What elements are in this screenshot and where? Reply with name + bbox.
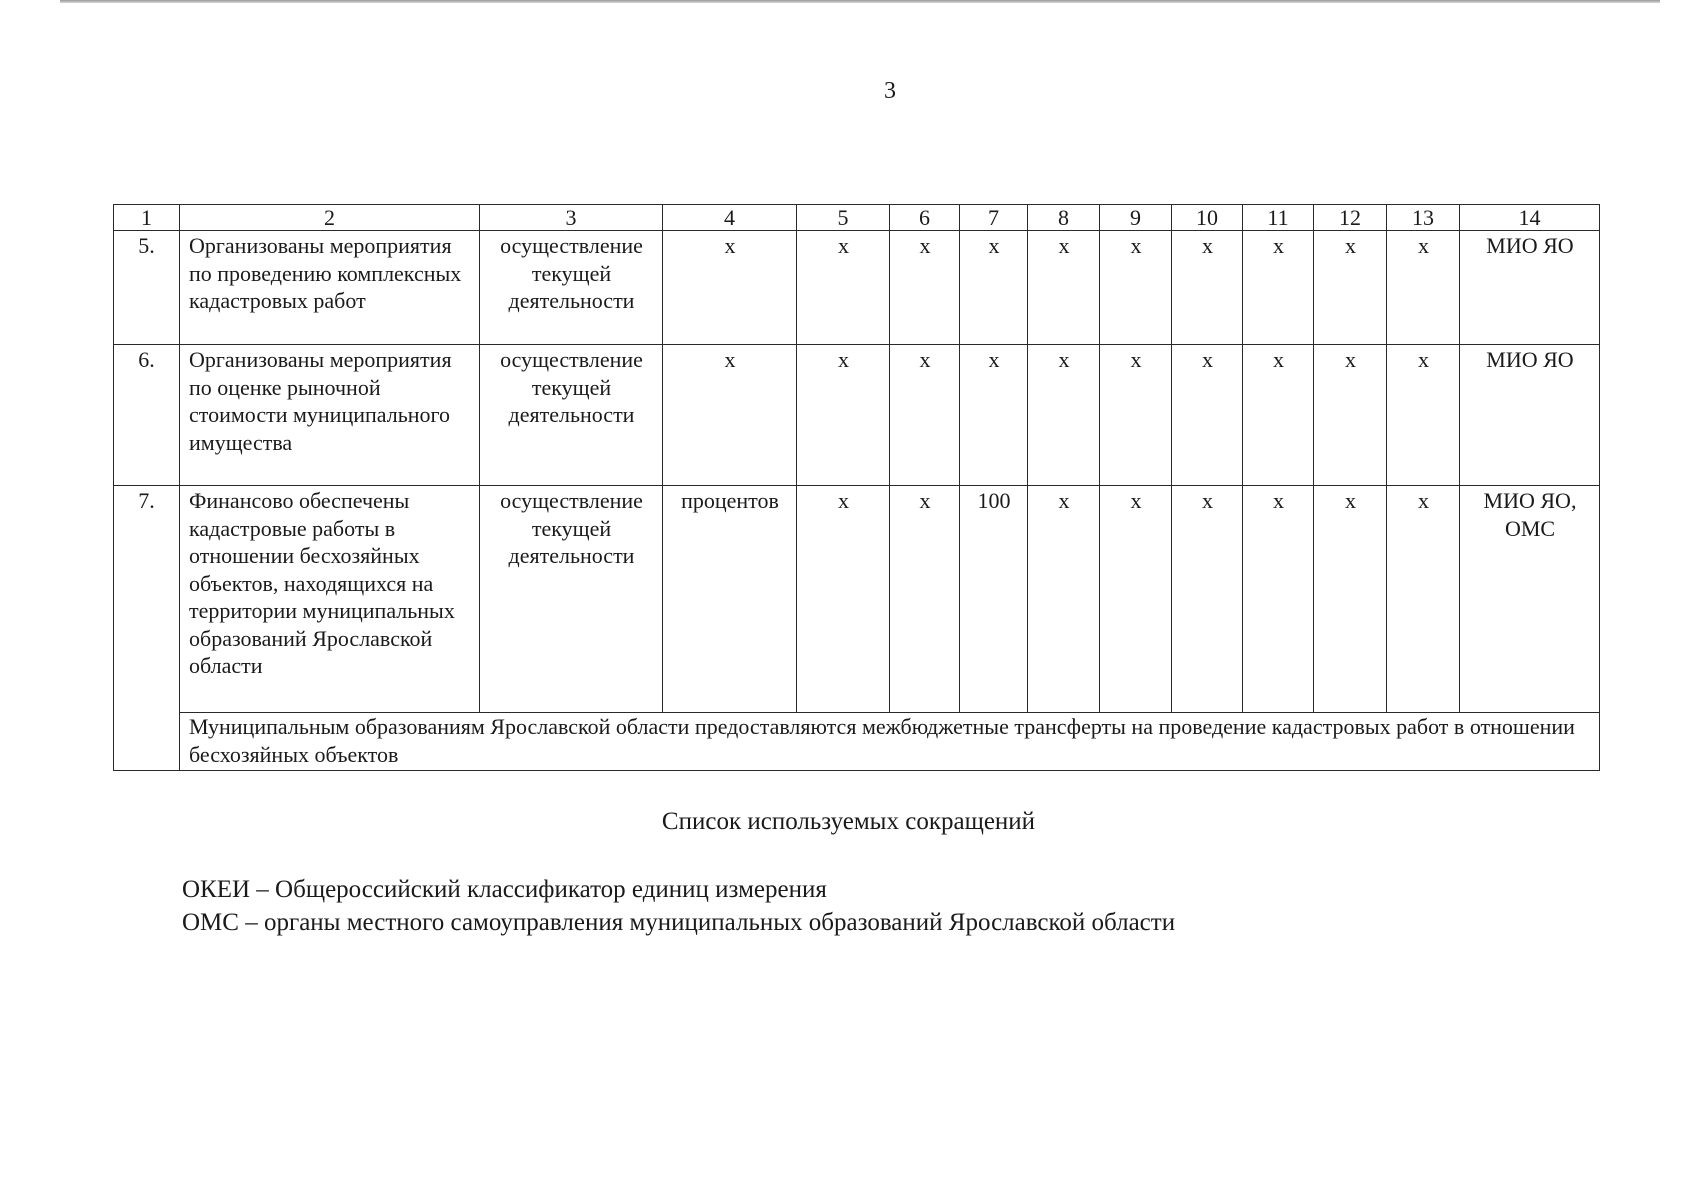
basis-cell: осуществление текущей деятельности xyxy=(480,486,663,713)
result-name: Организованы мероприятия по оценке рыночной стоимости муниципального имущества xyxy=(180,345,480,486)
executor-cell: МИО ЯО, ОМС xyxy=(1460,486,1600,713)
value-cell: х xyxy=(960,345,1028,486)
value-cell: х xyxy=(1028,231,1100,345)
unit-cell: процентов xyxy=(663,486,797,713)
header-cell: 6 xyxy=(890,205,960,231)
value-cell: х xyxy=(797,231,890,345)
basis-cell: осуществление текущей деятельности xyxy=(480,231,663,345)
scan-top-edge xyxy=(60,0,1660,3)
activities-table xyxy=(113,204,1600,771)
header-cell: 10 xyxy=(1172,205,1243,231)
table-header-row xyxy=(114,205,1600,231)
table-row xyxy=(114,231,1600,345)
value-cell: х xyxy=(1314,231,1387,345)
value-cell: х xyxy=(1314,486,1387,713)
value-cell: х xyxy=(1387,231,1460,345)
value-cell: х xyxy=(1172,486,1243,713)
value-cell: х xyxy=(797,345,890,486)
abbreviation-item: ОМС – органы местного самоуправления муниципальных образований Ярославской области xyxy=(182,909,1176,936)
value-cell: х xyxy=(960,231,1028,345)
value-cell: х xyxy=(1387,345,1460,486)
table-row xyxy=(114,345,1600,486)
value-cell: х xyxy=(1243,231,1314,345)
value-cell: 100 xyxy=(960,486,1028,713)
unit-cell: х xyxy=(663,345,797,486)
value-cell: х xyxy=(890,345,960,486)
abbreviations-list xyxy=(182,873,1175,939)
row-note: Муниципальным образованиям Ярославской области предоставляются межбюджетные трансферты на проведение кадастровых работ в отношении бесхозяйных объектов xyxy=(180,713,1600,771)
page-number: 3 xyxy=(884,78,896,104)
executor-cell: МИО ЯО xyxy=(1460,231,1600,345)
table-row xyxy=(114,486,1600,713)
value-cell: х xyxy=(1028,486,1100,713)
value-cell: х xyxy=(1100,486,1172,713)
header-cell: 1 xyxy=(114,205,180,231)
header-cell: 4 xyxy=(663,205,797,231)
value-cell: х xyxy=(1172,231,1243,345)
header-cell: 8 xyxy=(1028,205,1100,231)
value-cell: х xyxy=(1100,345,1172,486)
header-cell: 2 xyxy=(180,205,480,231)
row-number: 7. xyxy=(114,486,180,771)
header-cell: 9 xyxy=(1100,205,1172,231)
header-cell: 12 xyxy=(1314,205,1387,231)
header-cell: 14 xyxy=(1460,205,1600,231)
table-note-row xyxy=(114,713,1600,771)
value-cell: х xyxy=(1100,231,1172,345)
value-cell: х xyxy=(1028,345,1100,486)
value-cell: х xyxy=(1387,486,1460,713)
basis-cell: осуществление текущей деятельности xyxy=(480,345,663,486)
header-cell: 5 xyxy=(797,205,890,231)
abbreviation-item: ОКЕИ – Общероссийский классификатор единиц измерения xyxy=(182,876,827,903)
header-cell: 3 xyxy=(480,205,663,231)
result-name: Финансово обеспечены кадастровые работы в отношении бесхозяйных объектов, находящихся на территории муниципальных образований Ярославской области xyxy=(180,486,480,713)
row-number: 6. xyxy=(114,345,180,486)
result-name: Организованы мероприятия по проведению комплексных кадастровых работ xyxy=(180,231,480,345)
header-cell: 7 xyxy=(960,205,1028,231)
value-cell: х xyxy=(1314,345,1387,486)
value-cell: х xyxy=(890,486,960,713)
header-cell: 13 xyxy=(1387,205,1460,231)
value-cell: х xyxy=(1172,345,1243,486)
header-cell: 11 xyxy=(1243,205,1314,231)
value-cell: х xyxy=(1243,486,1314,713)
abbreviations-title: Список используемых сокращений xyxy=(661,808,1036,835)
value-cell: х xyxy=(797,486,890,713)
unit-cell: х xyxy=(663,231,797,345)
value-cell: х xyxy=(890,231,960,345)
value-cell: х xyxy=(1243,345,1314,486)
executor-cell: МИО ЯО xyxy=(1460,345,1600,486)
row-number: 5. xyxy=(114,231,180,345)
